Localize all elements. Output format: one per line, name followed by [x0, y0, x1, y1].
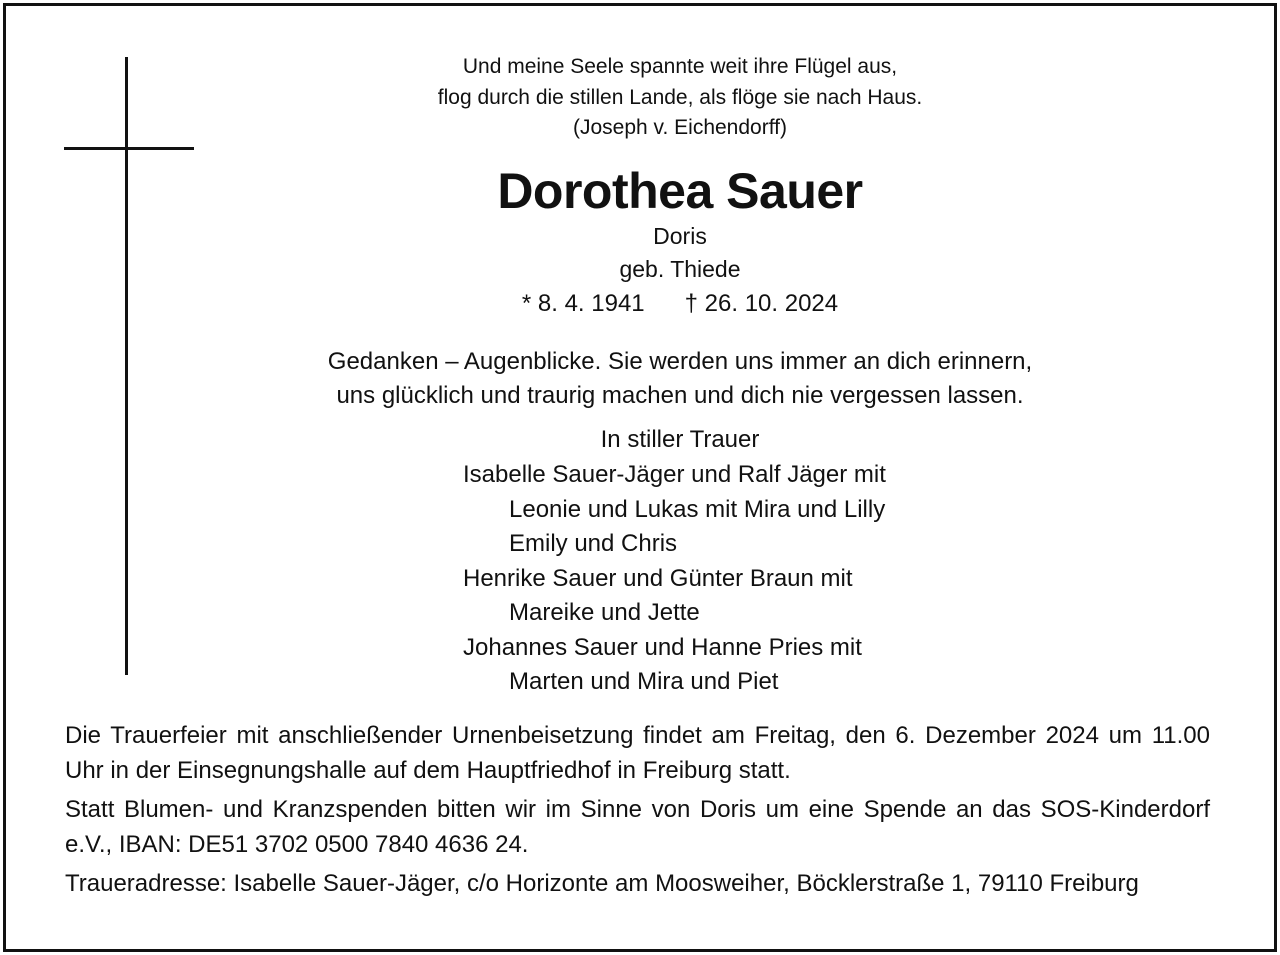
birth-date: * 8. 4. 1941	[521, 290, 645, 317]
quote-author: (Joseph v. Eichendorff)	[573, 116, 787, 139]
tribute-line-1: Gedanken – Augenblicke. Sie werden uns immer an dich erinnern,	[327, 348, 1033, 375]
deceased-maiden-name: geb. Thiede	[619, 256, 741, 282]
life-dates	[240, 288, 1120, 320]
deceased-nickname: Doris	[653, 223, 707, 249]
quote-line-1: Und meine Seele spannte weit ihre Flügel aus,	[462, 55, 898, 78]
quote-line-2: flog durch die stillen Lande, als flöge sie nach Haus.	[437, 86, 923, 109]
mourners-list	[463, 458, 886, 700]
cross-icon-horizontal-bar	[64, 147, 194, 150]
donation-notice: Statt Blumen- und Kranzspenden bitten wir im Sinne von Doris um eine Spende an das SOS-Kinderdorf e.V., IBAN: DE51 3702 0500 7840 4636 24.	[65, 796, 1210, 858]
mourner-line: Henrike Sauer und Günter Braun mit	[463, 564, 853, 592]
deceased-name: Dorothea Sauer	[497, 163, 863, 219]
tribute-line-2: uns glücklich und traurig machen und dich nie vergessen lassen.	[336, 382, 1024, 409]
mourner-line: Mareike und Jette	[509, 599, 700, 626]
ceremony-notice: Die Trauerfeier mit anschließender Urnenbeisetzung findet am Freitag, den 6. Dezember 2024 um 11.00 Uhr in der Einsegnungshalle auf dem Hauptfriedhof in Freiburg statt.	[65, 722, 1210, 784]
mourner-line: Isabelle Sauer-Jäger und Ralf Jäger mit	[463, 461, 886, 488]
death-date: † 26. 10. 2024	[684, 290, 839, 317]
mourning-address: Traueradresse: Isabelle Sauer-Jäger, c/o Horizonte am Moosweiher, Böcklerstraße 1, 79110 Freiburg	[65, 870, 1139, 897]
mourners-title: In stiller Trauer	[600, 426, 760, 453]
mourner-line: Johannes Sauer und Hanne Pries mit	[463, 633, 862, 661]
mourner-line: Leonie und Lukas mit Mira und Lilly	[509, 495, 886, 523]
mourner-line: Emily und Chris	[509, 530, 678, 557]
mourner-line: Marten und Mira und Piet	[509, 668, 779, 695]
